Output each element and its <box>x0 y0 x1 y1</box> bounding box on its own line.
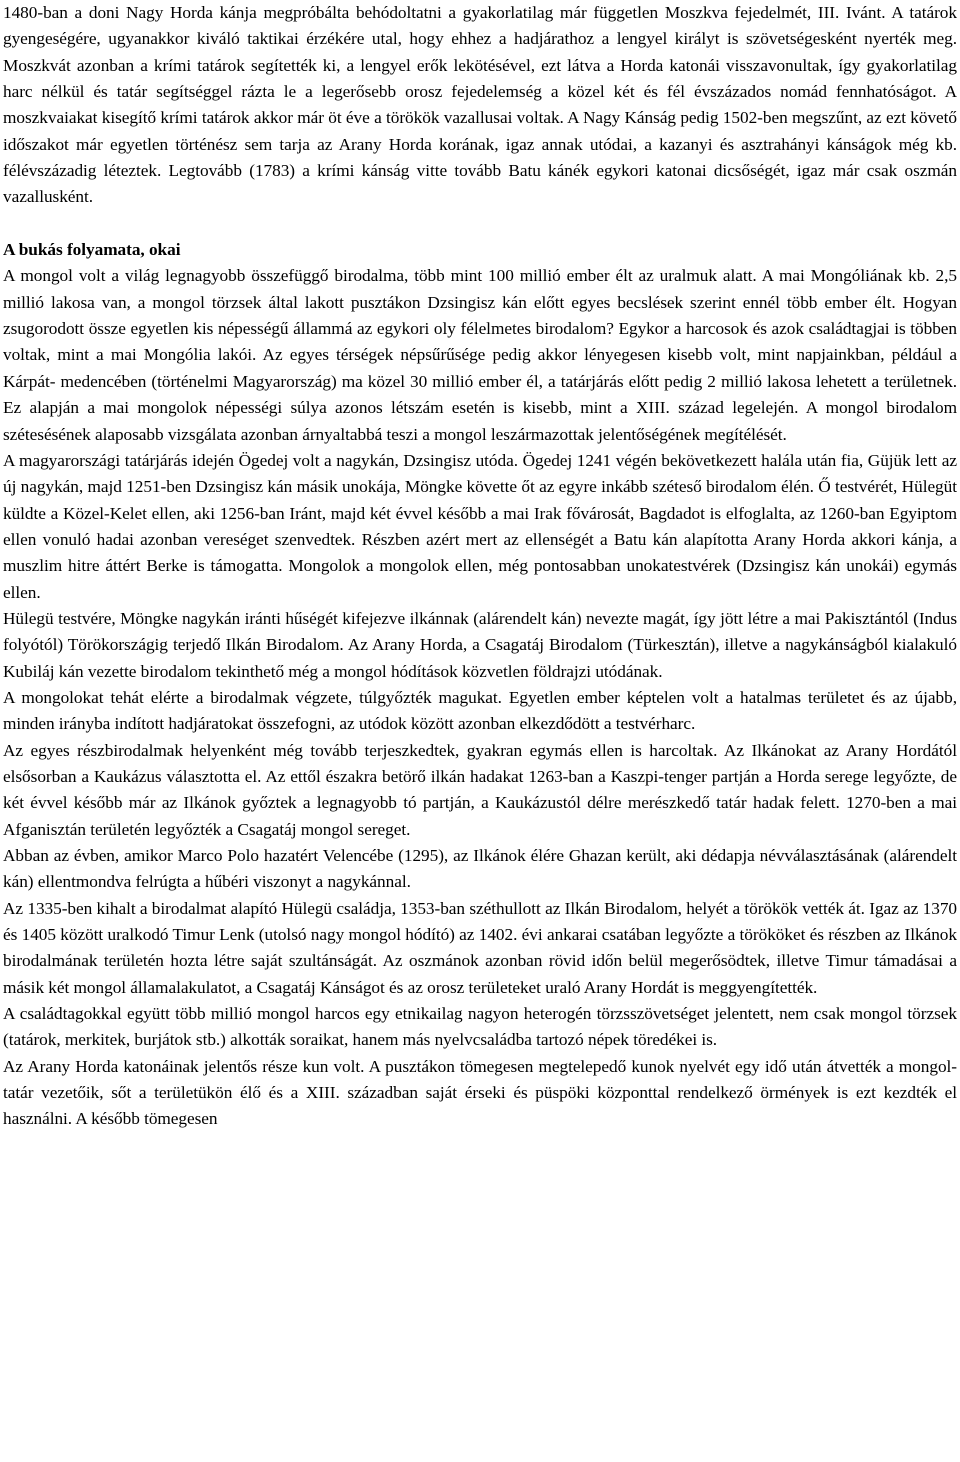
section-paragraph-2: A magyarországi tatárjárás idején Ögedej volt a nagykán, Dzsingisz utóda. Ögedej 1241 végén bekövetkezett halála után fia, Güjük lett az új nagykán, majd 1251-ben Dzsingisz kán másik unokája, Möngke követte őt az egyre inkább széteső birodalom élén. Ő testvérét, Hülegüt küldte a Közel-Kelet ellen, aki 1256-ban Iránt, majd két évvel később a mai Irak fővárosát, Bagdadot is elfoglalta, az 1260-ban Egyiptom ellen vonuló hadai azonban vereséget szenvedtek. Részben azért mert az ellenségét a Batu kán alapította Arany Horda akkori kánja, a muszlim hitre áttért Berke is támogatta. Mongolok a mongolok ellen, még pontosabban unokatestvérek (Dzsingisz kán unokái) egymás ellen. <box>3 450 957 602</box>
section-paragraph-8: A családtagokkal együtt több millió mongol harcos egy etnikailag nagyon heterogén törzsszövetséget jelentett, nem csak mongol törzsek (tatárok, merkitek, burjátok stb.) alkották soraikat, hanem más nyelvcsaládba tartozó népek töredékei is. <box>3 1004 957 1050</box>
section-paragraph-4: A mongolokat tehát elérte a birodalmak végzete, túlgyőzték magukat. Egyetlen ember képtelen volt a hatalmas területet és az újabb, minden irányba indított hadjáratokat összefogni, az utódok között azonban elkezdődött a testvérharc. <box>3 687 957 734</box>
intro-paragraph: 1480-ban a doni Nagy Horda kánja megpróbálta behódoltatni a gyakorlatilag már független Moszkva fejedelmét, III. Ivánt. A tatárok gyengeségére, ugyanakkor kiváló taktikai érzékére utal, hogy ehhez a hadjárathoz a lengyel királyt is szövetségesként nyerték meg. Moszkvát azonban a krími tatárok segítették ki, a lengyel erők lekötésével, ezt látva a Horda katonái visszavonultak, így gyakorlatilag harc nélkül és tatár segítséggel rázta le a legerősebb orosz fejedelemség a közel két és fél évszázados nomád fennhatóságot. A moszkvaiakat kisegítő krími tatárok akkor már öt éve a törökök vazallusai voltak. A Nagy Kánság pedig 1502-ben megszűnt, az ezt követő időszakot már egyetlen történész sem tarja az Arany Horda korának, igaz annak utódai, a kazanyi és asztrahányi kánságok még kb. félévszázadig léteztek. Legtovább (1783) a krími kánság vitte tovább Batu kánék egykori katonai dicsőségét, igaz már csak oszmán vazallusként. <box>3 3 957 207</box>
section-paragraph-9: Az Arany Horda katonáinak jelentős része kun volt. A pusztákon tömegesen megtelepedő kunok nyelvét egy idő után átvették a mongol-tatár vezetőik, sőt a területükön élő és a XIII. században saját érseki és püspöki központtal rendelkező örmények is ezt kezdték el használni. A később tömegesen <box>3 1056 957 1129</box>
section-paragraph-3: Hülegü testvére, Möngke nagykán iránti hűségét kifejezve ilkánnak (alárendelt kán) nevezte magát, így jött létre a mai Pakisztántól (Indus folyótól) Törökországig terjedő Ilkán Birodalom. Az Arany Horda, a Csagatáj Birodalom (Türkesztán), illetve a nagykánságból kialakuló Kubiláj kán vezette birodalom tekinthető még a mongol hódítások közvetlen földrajzi utódának. <box>3 608 957 681</box>
section-paragraph-5: Az egyes részbirodalmak helyenként még tovább terjeszkedtek, gyakran egymás ellen is harcoltak. Az Ilkánokat az Arany Hordától elsősorban a Kaukázus választotta el. Az ettől északra betörő ilkán hadakat 1263-ban a Kaszpi-tenger partján a Horda serege legyőzte, de két évvel később már az Ilkánok győztek a legnagyobb tó partján, a Kaukázustól délre merészkedő tatár hadak felett. 1270-ben a mai Afganisztán területén legyőzték a Csagatáj mongol sereget. <box>3 740 957 839</box>
section-paragraph-6: Abban az évben, amikor Marco Polo hazatért Velencébe (1295), az Ilkánok élére Ghazan került, aki dédapja névválasztásának (alárendelt kán) ellentmondva felrúgta a hűbéri viszonyt a nagykánnal. <box>3 846 957 892</box>
section-heading: A bukás folyamata, okai <box>3 240 181 260</box>
section-paragraph-1: A mongol volt a világ legnagyobb összefüggő birodalma, több mint 100 millió ember élt az uralmuk alatt. A mai Mongóliának kb. 2,5 millió lakosa van, a mongol törzsek által lakott pusztákon Dzsingisz kán előtt egyes becslések szerint ennél több ember élt. Hogyan zsugorodott össze egyetlen kis népességű állammá az egykori oly félelmetes birodalom? Egykor a harcosok és azok családtagjai is többen voltak, mint a mai Mongólia lakói. Az egyes térségek népsűrűsége pedig akkor lényegesen kisebb volt, mint napjainkban, például a Kárpát- medencében (történelmi Magyarország) ma közel 30 millió ember él, a tatárjárás előtt pedig 2 millió lakosa lehetett a területnek. Ez alapján a mai mongolok népességi súlya azonos létszám esetén is kisebb, mint a XIII. század legelején. A mongol birodalom szétesésének alaposabb vizsgálata azonban árnyaltabbá teszi a mongol leszármazottak jelentőségének megítélését. <box>3 266 957 444</box>
section-paragraph-7: Az 1335-ben kihalt a birodalmat alapító Hülegü családja, 1353-ban széthullott az Ilkán Birodalom, helyét a törökök vették át. Igaz az 1370 és 1405 között uralkodó Timur Lenk (utolsó nagy mongol hódító) az 1402. évi ankarai csatában legyőzte a törököket és részben az Ilkánok birodalmának területén hozta létre saját szultánságát. Az oszmánok azonban rövid időn belül megerősödtek, illetve Timur támadásai a másik két mongol államalakulatot, a Csagatáj Kánságot és az orosz területeket uraló Arany Hordát is meggyengítették. <box>3 898 957 997</box>
paragraph-spacer <box>3 211 957 237</box>
